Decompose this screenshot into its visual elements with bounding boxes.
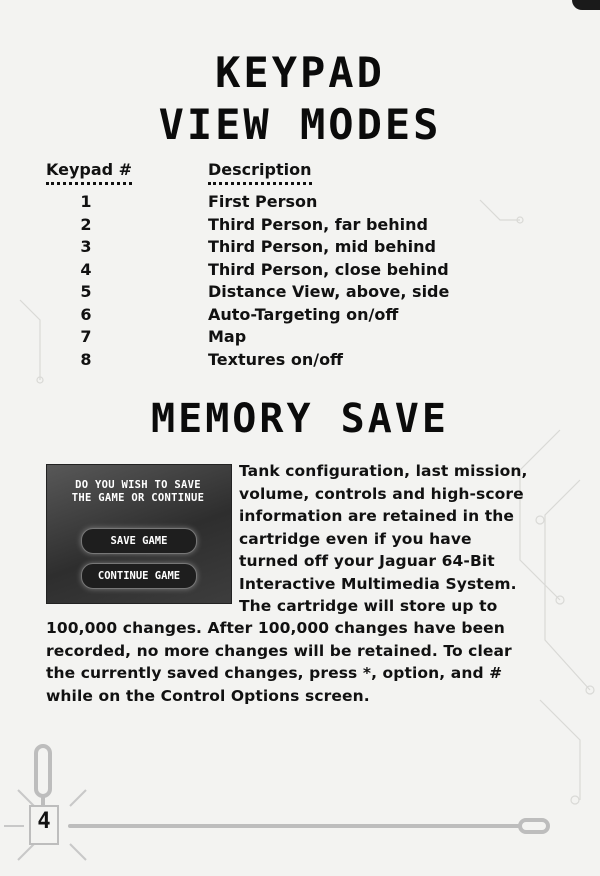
header-underline-description [208,182,312,185]
keypad-row [46,215,476,238]
keypad-row [46,282,476,305]
page-corner-tab [572,0,600,10]
keypad-number: 3 [80,237,92,256]
text-line: The cartridge will store up to [239,597,498,615]
title-keypad: KEYPAD [215,48,385,97]
text-line: cartridge even if you have [239,529,472,548]
text-line: while on the Control Options screen. [46,686,370,705]
title-memory-save: MEMORY SAVE [151,396,449,442]
continue-game-button[interactable]: CONTINUE GAME [81,563,197,589]
save-prompt-line: DO YOU WISH TO SAVE [75,479,201,491]
keypad-row [46,192,476,215]
text-line: turned off your Jaguar 64-Bit [239,552,495,570]
text-line: information are retained in the [239,507,514,525]
text-line: volume, controls and high-score [239,484,524,503]
page-number: 4 [37,809,51,834]
keypad-number: 8 [80,349,92,369]
keypad-number: 1 [80,192,92,211]
keypad-number: 2 [80,214,92,234]
keypad-row [46,350,476,373]
save-prompt-line: THE GAME OR CONTINUE [71,492,205,504]
keypad-description: Distance View, above, side [208,282,450,301]
keypad-description: Third Person, mid behind [208,237,436,256]
keypad-number: 4 [80,259,92,279]
header-underline-number [46,182,132,185]
text-line: the currently saved changes, press *, option, and # [46,664,503,682]
text-line: 100,000 changes. After 100,000 changes have been [46,619,505,637]
keypad-description: Map [208,327,247,346]
keypad-row [46,305,476,328]
keypad-number: 5 [80,282,92,301]
keypad-number: 7 [80,327,92,346]
text-line: Tank configuration, last mission, [239,462,528,480]
save-prompt [53,479,223,505]
footer-decoration [0,740,600,876]
save-screen-screenshot [46,464,232,604]
keypad-description: Third Person, close behind [208,259,449,279]
memory-description-full [46,617,512,707]
keypad-row [46,327,476,350]
text-line: Interactive Multimedia System. [239,574,517,593]
keypad-description: Textures on/off [208,349,344,369]
memory-description-right [239,460,528,618]
keypad-description: First Person [208,192,318,211]
title-view-modes: VIEW MODES [158,100,442,149]
keypad-number: 6 [80,304,92,324]
save-game-button[interactable]: SAVE GAME [81,528,197,554]
keypad-description: Third Person, far behind [208,214,428,234]
keypad-row [46,237,476,260]
keypad-row [46,260,476,283]
header-keypad-number: Keypad # [46,160,133,179]
text-line: recorded, no more changes will be retained. To clear [46,641,512,660]
keypad-description: Auto-Targeting on/off [208,304,399,324]
header-description: Description [208,160,312,179]
